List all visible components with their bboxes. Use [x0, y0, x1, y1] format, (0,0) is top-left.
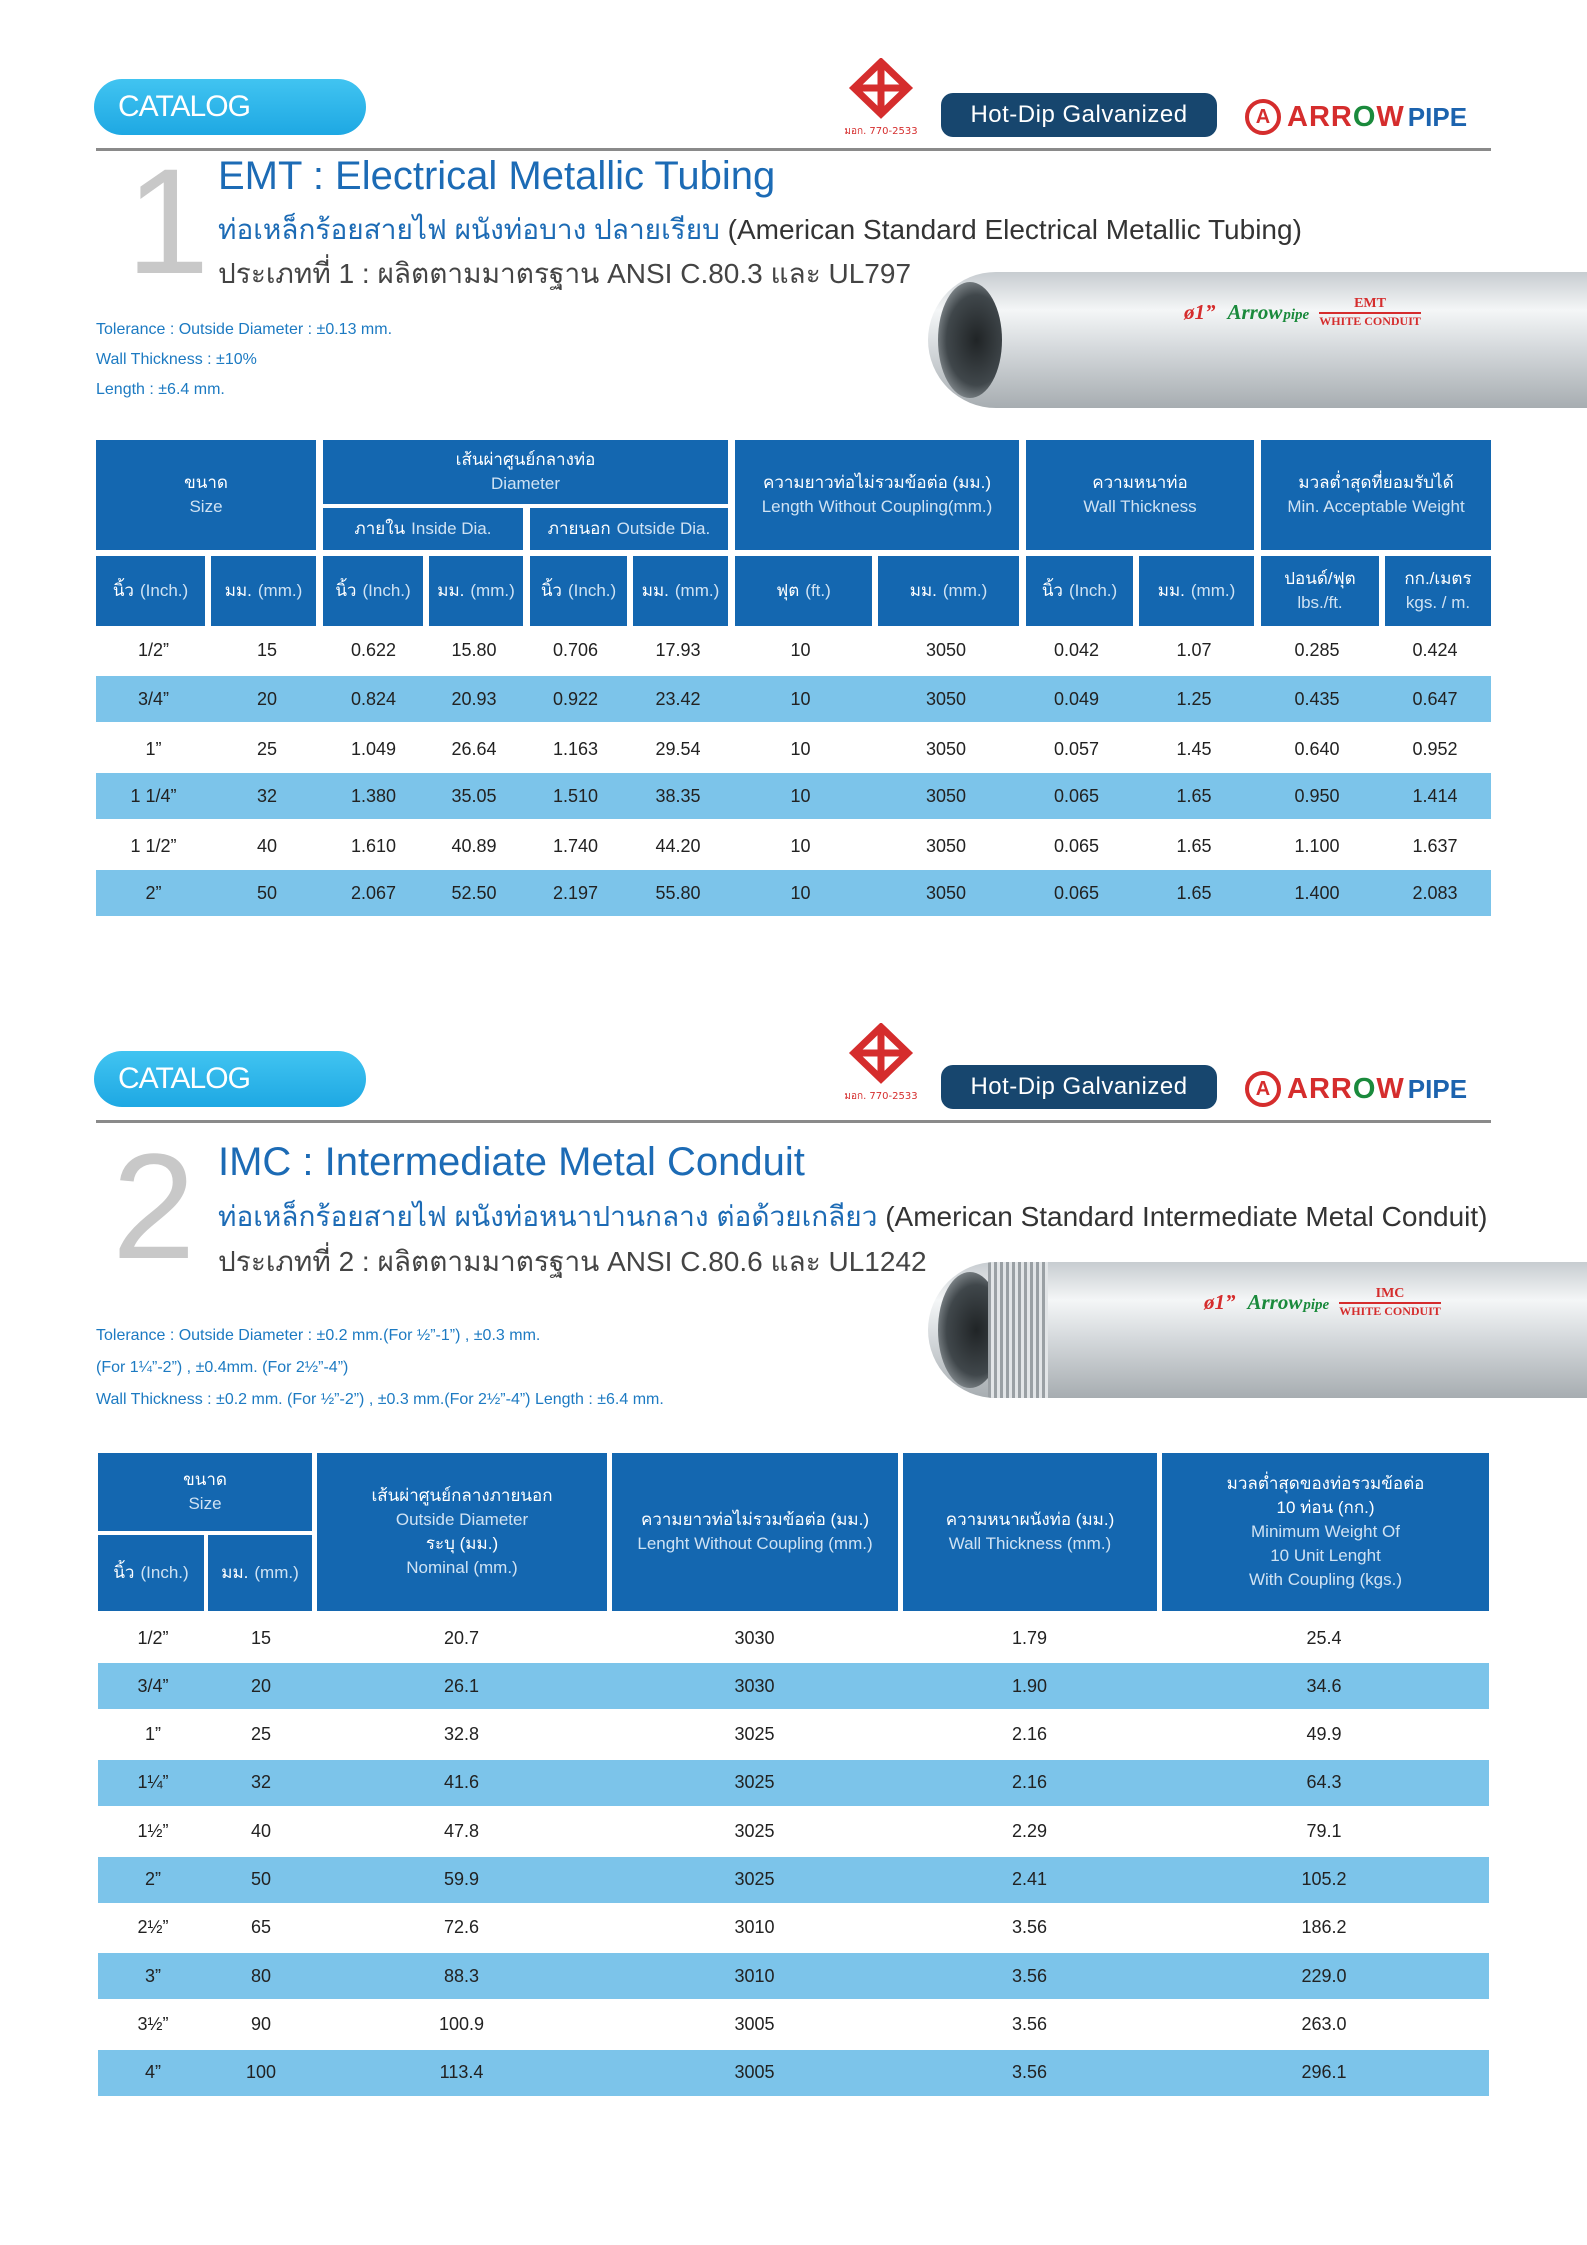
table-cell: 10 — [790, 688, 811, 709]
table-cell: 0.706 — [552, 639, 599, 660]
table-row — [98, 1905, 1489, 1951]
table-row — [96, 870, 1491, 916]
table-cell: 296.1 — [1301, 2062, 1347, 2083]
header-outside-dia: ภายนอก Outside Dia. — [530, 508, 728, 550]
table-cell: 3030 — [734, 1675, 775, 1696]
header-inside-dia: ภายใน Inside Dia. — [323, 508, 523, 550]
table-cell: 15 — [256, 639, 278, 660]
table-cell: 0.435 — [1294, 688, 1340, 709]
subheader-outside-mm: มม. (mm.) — [633, 556, 728, 626]
table-cell: 50 — [256, 882, 278, 903]
table-cell: 3010 — [734, 1917, 775, 1938]
table-cell: 3.56 — [1011, 2062, 1048, 2083]
table-cell: 3/4” — [137, 1675, 169, 1696]
table-cell: 2” — [144, 1869, 161, 1889]
pipe-print-label: ø1” Arrowpipe $\frac{\text{IMC}}{\text{WHITE CONDUIT}}$ — [1204, 1286, 1441, 1318]
standard-line: ประเภทที่ 2 : ผลิตตามมาตรฐาน ANSI C.80.6 และ UL1242 — [218, 1246, 927, 1277]
table-cell: 105.2 — [1301, 1869, 1347, 1889]
table-cell: 26.1 — [443, 1675, 480, 1696]
table-row — [98, 1953, 1489, 1999]
table-cell: 1 1/4” — [130, 785, 177, 806]
section-title: IMC : Intermediate Metal Conduit — [218, 1140, 805, 1184]
table-cell: 3.56 — [1011, 1917, 1048, 1938]
table-cell: 1.163 — [552, 738, 599, 759]
hot-dip-galvanized-badge — [941, 93, 1217, 137]
table-cell: 0.950 — [1294, 785, 1340, 806]
table-cell: 1.79 — [1011, 1627, 1048, 1648]
header-min-weight: มวลต่ำสุดที่ยอมรับได้ Min. Acceptable Weight — [1261, 440, 1491, 550]
table-cell: 1” — [145, 738, 162, 759]
table-cell: 41.6 — [443, 1772, 480, 1793]
subheader-lbs-ft: ปอนด์/ฟุต lbs./ft. — [1261, 556, 1379, 626]
brand-pipe-text: PIPE — [1407, 1073, 1468, 1104]
table-cell: 0.042 — [1053, 639, 1100, 660]
emt-spec-table — [96, 440, 1491, 920]
subheader-mm: มม. (mm.) — [208, 1535, 312, 1611]
table-cell: 0.922 — [552, 688, 599, 709]
table-cell: 1/2” — [137, 1627, 169, 1648]
table-cell: 3” — [144, 1965, 161, 1986]
table-cell: 186.2 — [1301, 1917, 1347, 1938]
table-cell: 20.93 — [451, 688, 497, 709]
table-cell: 17.93 — [655, 639, 701, 660]
divider — [96, 1120, 1491, 1123]
table-row — [96, 826, 1491, 866]
table-cell: 1.414 — [1412, 785, 1458, 806]
subheader-inside-inch: นิ้ว (Inch.) — [323, 556, 423, 626]
tis-logo-icon — [838, 1023, 924, 1103]
hot-dip-label: Hot-Dip Galvanized — [970, 1073, 1188, 1100]
table-cell: 2.41 — [1011, 1869, 1048, 1889]
subheader-wall-inch: นิ้ว (Inch.) — [1026, 556, 1133, 626]
tolerance-od: Tolerance : Outside Diameter : ±0.2 mm.(For ½”-1”) , ±0.3 mm. — [96, 1327, 541, 1344]
divider — [96, 148, 1491, 151]
header-diameter: เส้นผ่าศูนย์กลางท่อ Diameter — [323, 440, 728, 504]
table-row — [98, 1712, 1489, 1758]
section-number: 1 — [126, 137, 210, 305]
table-cell: 10 — [790, 835, 811, 856]
tolerance-length: Length : ±6.4 mm. — [96, 381, 225, 398]
table-cell: 3025 — [734, 1820, 775, 1841]
table-cell: 1.65 — [1176, 882, 1212, 903]
table-cell: 3005 — [734, 2062, 775, 2083]
table-cell: 3.56 — [1011, 1965, 1048, 1986]
table-cell: 3030 — [734, 1627, 775, 1648]
table-cell: 55.80 — [655, 882, 701, 903]
table-cell: 0.285 — [1294, 639, 1340, 660]
table-cell: 90 — [250, 2013, 272, 2034]
table-cell: 50 — [250, 1869, 272, 1889]
tolerance-wall-length: Wall Thickness : ±0.2 mm. (For ½”-2”) , ±0.3 mm.(For 2½”-4”) Length : ±6.4 mm. — [96, 1391, 664, 1408]
table-cell: 20 — [256, 688, 278, 709]
pipe-thread — [988, 1262, 1048, 1398]
table-cell: 32 — [250, 1772, 272, 1793]
table-cell: 3025 — [734, 1869, 775, 1889]
table-cell: 2.197 — [552, 882, 599, 903]
table-cell: 64.3 — [1306, 1772, 1342, 1793]
table-cell: 72.6 — [443, 1917, 480, 1938]
catalog-label: CATALOG — [118, 1062, 250, 1095]
table-cell: 1 1/2” — [130, 835, 177, 856]
table-row — [96, 729, 1491, 769]
table-cell: 100.9 — [438, 2013, 485, 2034]
table-cell: 1.25 — [1176, 688, 1212, 709]
table-cell: 1.380 — [350, 785, 397, 806]
brand-pipe-text: PIPE — [1407, 101, 1468, 132]
tis-logo-icon — [838, 58, 924, 138]
arrow-logo-icon: A — [1245, 99, 1281, 135]
table-row — [98, 1808, 1489, 1854]
table-cell: 29.54 — [655, 738, 701, 759]
arrow-logo-icon: A — [1245, 1071, 1281, 1107]
table-row — [96, 630, 1491, 670]
table-cell: 3010 — [734, 1965, 775, 1986]
table-row — [96, 676, 1491, 722]
table-cell: 2.083 — [1412, 882, 1458, 903]
tolerance-block — [96, 315, 392, 405]
table-cell: 20 — [250, 1675, 272, 1696]
table-cell: 0.622 — [350, 639, 397, 660]
table-cell: 0.952 — [1412, 738, 1458, 759]
table-cell: 40.89 — [451, 835, 497, 856]
subheader-length-mm: มม. (mm.) — [878, 556, 1019, 626]
table-cell: 2.067 — [350, 882, 397, 903]
table-cell: 0.065 — [1053, 835, 1100, 856]
imc-spec-table — [98, 1453, 1489, 2093]
section-number: 2 — [112, 1122, 196, 1290]
table-row — [98, 1857, 1489, 1903]
catalog-badge — [94, 1051, 366, 1107]
table-cell: 0.057 — [1053, 738, 1100, 759]
table-cell: 1.740 — [552, 835, 599, 856]
header-size: ขนาด Size — [98, 1453, 312, 1531]
tolerance-od: Tolerance : Outside Diameter : ±0.13 mm. — [96, 321, 393, 338]
tis-number: มอก. 770-2533 — [844, 126, 918, 137]
table-cell: 1.400 — [1294, 882, 1340, 903]
hot-dip-galvanized-badge — [941, 1065, 1217, 1109]
table-cell: 4” — [144, 2062, 161, 2083]
table-row — [98, 1663, 1489, 1709]
section-subtitle — [218, 208, 1302, 252]
table-cell: 3025 — [734, 1772, 775, 1793]
table-row — [98, 1760, 1489, 1806]
pipe-print-label: ø1” Arrowpipe $\frac{\text{EMT}}{\text{WHITE CONDUIT}}$ — [1184, 296, 1421, 328]
table-cell: 263.0 — [1301, 2013, 1347, 2034]
tis-number: มอก. 770-2533 — [844, 1091, 918, 1102]
table-cell: 3005 — [734, 2013, 775, 2034]
table-cell: 2” — [145, 882, 162, 903]
table-cell: 1.049 — [350, 738, 397, 759]
imc-pipe-image — [928, 1262, 1587, 1398]
table-cell: 23.42 — [655, 688, 701, 709]
hot-dip-label: Hot-Dip Galvanized — [970, 101, 1188, 128]
table-cell: 3.56 — [1011, 2013, 1048, 2034]
table-cell: 3/4” — [137, 688, 170, 709]
table-cell: 38.35 — [655, 785, 701, 806]
table-cell: 0.049 — [1053, 688, 1100, 709]
header-length: ความยาวท่อไม่รวมข้อต่อ (มม.) Lenght Without Coupling (mm.) — [612, 1453, 898, 1611]
table-cell: 3050 — [925, 738, 967, 759]
subheader-inch: นิ้ว (Inch.) — [96, 556, 205, 626]
arrow-pipe-logo — [1245, 95, 1467, 139]
header-wall-thickness: ความหนาผนังท่อ (มม.) Wall Thickness (mm.) — [903, 1453, 1157, 1611]
table-cell: 40 — [256, 835, 278, 856]
table-cell: 1¼” — [137, 1772, 169, 1793]
tolerance-od-cont: (For 1¼”-2”) , ±0.4mm. (For 2½”-4”) — [96, 1359, 349, 1376]
subheader-inch: นิ้ว (Inch.) — [98, 1535, 204, 1611]
table-cell: 2.29 — [1011, 1820, 1048, 1841]
table-cell: 2.16 — [1011, 1724, 1048, 1745]
table-cell: 80 — [250, 1965, 272, 1986]
thai-title: ท่อเหล็กร้อยสายไฟ ผนังท่อบาง ปลายเรียบ — [218, 214, 720, 245]
table-cell: 10 — [790, 738, 811, 759]
table-cell: 1.65 — [1176, 785, 1212, 806]
table-cell: 3½” — [137, 2013, 169, 2034]
table-cell: 47.8 — [443, 1820, 480, 1841]
table-cell: 10 — [790, 785, 811, 806]
subheader-mm: มม. (mm.) — [211, 556, 316, 626]
tolerance-wall: Wall Thickness : ±10% — [96, 351, 257, 368]
table-cell: 26.64 — [451, 738, 497, 759]
table-cell: 25 — [250, 1724, 272, 1745]
subheader-feet: ฟุต (ft.) — [735, 556, 872, 626]
table-cell: 3025 — [734, 1724, 775, 1745]
table-row — [98, 2001, 1489, 2047]
subheader-kgs-m: กก./เมตร kgs. / m. — [1385, 556, 1491, 626]
section-subtitle — [218, 1195, 1488, 1239]
header-size: ขนาด Size — [96, 440, 316, 550]
table-cell: 40 — [250, 1820, 272, 1841]
table-cell: 15 — [250, 1627, 272, 1648]
table-cell: 44.20 — [655, 835, 701, 856]
table-cell: 0.824 — [350, 688, 397, 709]
table-cell: 3050 — [925, 639, 967, 660]
thai-title: ท่อเหล็กร้อยสายไฟ ผนังท่อหนาปานกลาง ต่อด้วยเกลียว — [218, 1201, 878, 1232]
table-cell: 3050 — [925, 882, 967, 903]
table-cell: 3050 — [925, 835, 967, 856]
table-cell: 35.05 — [451, 785, 497, 806]
catalog-label: CATALOG — [118, 90, 250, 123]
tolerance-block — [96, 1320, 664, 1416]
table-cell: 32 — [256, 785, 278, 806]
table-cell: 79.1 — [1306, 1820, 1342, 1841]
table-cell: 1.510 — [552, 785, 599, 806]
table-cell: 0.065 — [1053, 785, 1100, 806]
table-cell: 100 — [245, 2062, 277, 2083]
catalog-badge — [94, 79, 366, 135]
table-cell: 0.065 — [1053, 882, 1100, 903]
table-cell: 113.4 — [439, 2062, 484, 2083]
table-row — [98, 2050, 1489, 2096]
table-cell: 65 — [250, 1917, 272, 1938]
section-title: EMT : Electrical Metallic Tubing — [218, 154, 776, 198]
table-cell: 1” — [144, 1724, 161, 1745]
table-cell: 34.6 — [1306, 1675, 1342, 1696]
brand-wordmark: ARROW — [1287, 1072, 1405, 1105]
table-cell: 1.45 — [1176, 738, 1212, 759]
table-cell: 1.610 — [350, 835, 397, 856]
table-cell: 32.8 — [443, 1724, 480, 1745]
table-cell: 1.07 — [1176, 639, 1212, 660]
standard-line: ประเภทที่ 1 : ผลิตตามมาตรฐาน ANSI C.80.3 และ UL797 — [218, 258, 912, 289]
table-cell: 2½” — [137, 1917, 169, 1938]
table-row — [96, 773, 1491, 819]
table-cell: 1½” — [137, 1820, 169, 1841]
table-cell: 229.0 — [1301, 1965, 1347, 1986]
table-cell: 3050 — [925, 688, 967, 709]
arrow-pipe-logo — [1245, 1067, 1467, 1111]
table-cell: 1.637 — [1412, 835, 1458, 856]
table-cell: 52.50 — [451, 882, 497, 903]
table-cell: 1.100 — [1294, 835, 1340, 856]
header-wall-thickness: ความหนาท่อ Wall Thickness — [1026, 440, 1254, 550]
emt-pipe-image — [928, 272, 1587, 408]
table-cell: 20.7 — [443, 1627, 480, 1648]
table-cell: 15.80 — [451, 639, 497, 660]
table-cell: 0.424 — [1412, 639, 1458, 660]
subheader-inside-mm: มม. (mm.) — [429, 556, 523, 626]
table-cell: 1.90 — [1011, 1675, 1048, 1696]
header-outside-diameter: เส้นผ่าศูนย์กลางภายนอก Outside Diameter ระบุ (มม.) Nominal (mm.) — [317, 1453, 607, 1611]
table-cell: 49.9 — [1306, 1724, 1342, 1745]
header-min-weight: มวลต่ำสุดของท่อรวมข้อต่อ 10 ท่อน (กก.) Minimum Weight Of 10 Unit Lenght With Coupling (kgs.) — [1162, 1453, 1489, 1611]
table-cell: 0.647 — [1412, 688, 1458, 709]
subheader-outside-inch: นิ้ว (Inch.) — [530, 556, 627, 626]
table-row — [98, 1615, 1489, 1661]
table-cell: 1.65 — [1176, 835, 1212, 856]
table-cell: 59.9 — [443, 1869, 480, 1889]
brand-wordmark: ARROW — [1287, 100, 1405, 133]
english-title: (American Standard Intermediate Metal Conduit) — [885, 1201, 1488, 1232]
table-cell: 1/2” — [137, 639, 170, 660]
table-cell: 10 — [790, 882, 811, 903]
header-length: ความยาวท่อไม่รวมข้อต่อ (มม.) Length Without Coupling(mm.) — [735, 440, 1019, 550]
table-cell: 88.3 — [443, 1965, 480, 1986]
english-title: (American Standard Electrical Metallic Tubing) — [727, 214, 1302, 245]
table-cell: 25.4 — [1306, 1627, 1342, 1648]
table-cell: 10 — [790, 639, 811, 660]
subheader-wall-mm: มม. (mm.) — [1139, 556, 1254, 626]
table-cell: 3050 — [925, 785, 967, 806]
table-cell: 2.16 — [1011, 1772, 1048, 1793]
table-cell: 0.640 — [1294, 738, 1340, 759]
table-cell: 25 — [256, 738, 278, 759]
